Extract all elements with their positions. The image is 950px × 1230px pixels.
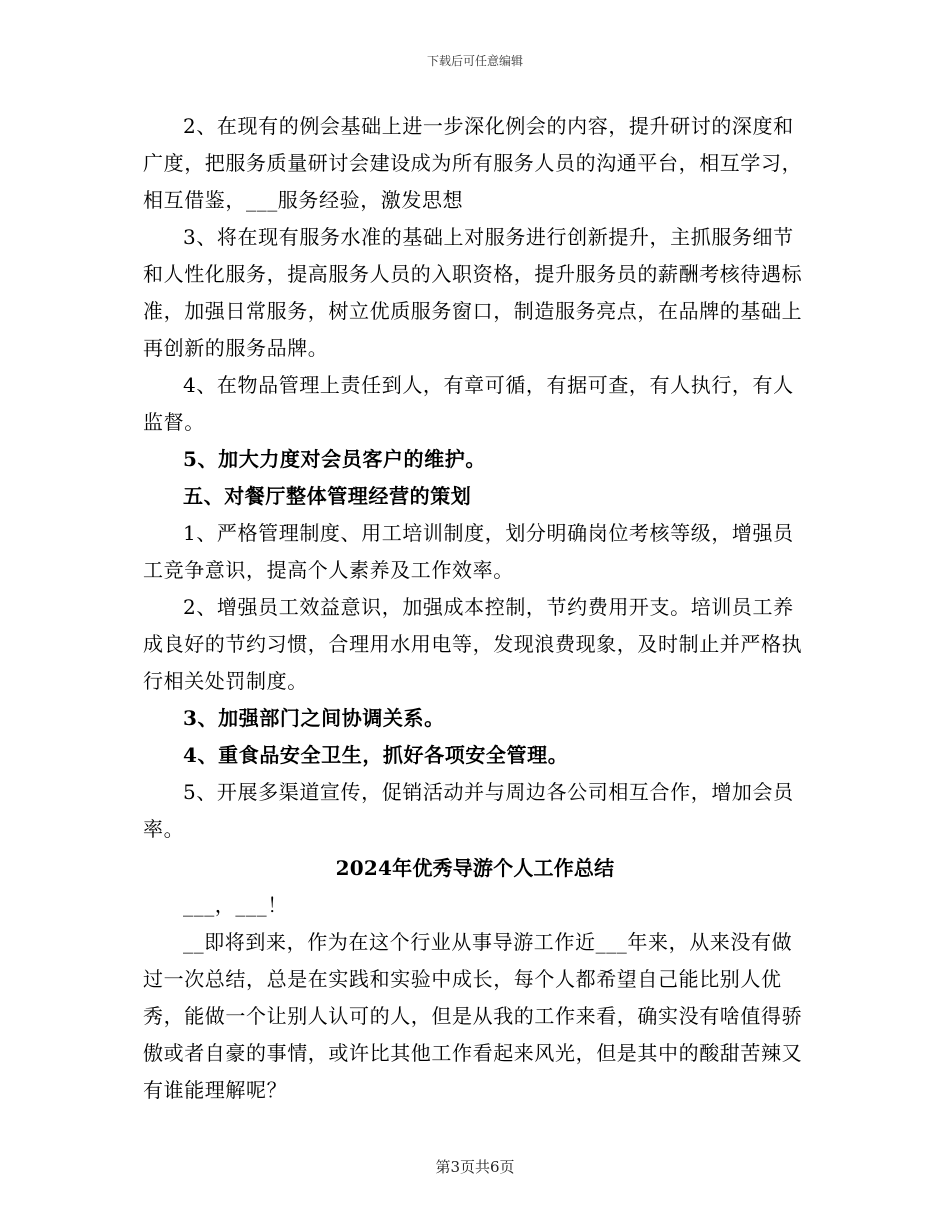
- paragraph-s5-2: 2、增强员工效益意识，加强成本控制，节约费用开支。培训员工养成良好的节约习惯，合理用水用电等，发现浪费现象，及时制止并严格执行相关处罚制度。: [143, 595, 803, 693]
- document-body: [143, 108, 807, 1109]
- paragraph-2: 2、在现有的例会基础上进一步深化例会的内容，提升研讨的深度和广度，把服务质量研讨会建设成为所有服务人员的沟通平台，相互学习，相互借鉴，___服务经验，激发思想: [143, 114, 803, 212]
- paragraph-s5-1: 1、严格管理制度、用工培训制度，划分明确岗位考核等级，增强员工竞争意识，提高个人素养及工作效率。: [143, 521, 794, 582]
- section-heading-5: 五、对餐厅整体管理经营的策划: [183, 484, 472, 508]
- paragraph-3: 3、将在现有服务水准的基础上对服务进行创新提升，主抓服务细节和人性化服务，提高服务人员的入职资格，提升服务员的薪酬考核待遇标准，加强日常服务，树立优质服务窗口，制造服务亮点，在品牌的基础上再创新的服务品牌。: [143, 225, 803, 360]
- paragraph-4: 4、在物品管理上责任到人，有章可循，有据可查，有人执行，有人监督。: [143, 373, 794, 434]
- paragraph-s5-4-bold: 4、重食品安全卫生，抓好各项安全管理。: [183, 743, 569, 767]
- salutation: ___，___！: [183, 893, 288, 917]
- paragraph-5-bold: 5、加大力度对会员客户的维护。: [183, 447, 486, 471]
- document-title: 2024年优秀导游个人工作总结: [335, 856, 615, 880]
- paragraph-s5-5: 5、开展多渠道宣传，促销活动并与周边各公司相互合作，增加会员率。: [143, 780, 794, 841]
- intro-paragraph: __即将到来，作为在这个行业从事导游工作近___年来，从来没有做过一次总结，总是在实践和实验中成长，每个人都希望自己能比别人优秀，能做一个让别人认可的人，但是从我的工作来看，确实没有啥值得骄傲或者自豪的事情，或许比其他工作看起来风光，但是其中的酸甜苦辣又有谁能理解呢？: [143, 930, 803, 1102]
- page-footer: 第3页共6页: [435, 1158, 515, 1176]
- page-header: 下载后可任意编辑: [426, 54, 523, 68]
- paragraph-s5-3-bold: 3、加强部门之间协调关系。: [183, 706, 445, 730]
